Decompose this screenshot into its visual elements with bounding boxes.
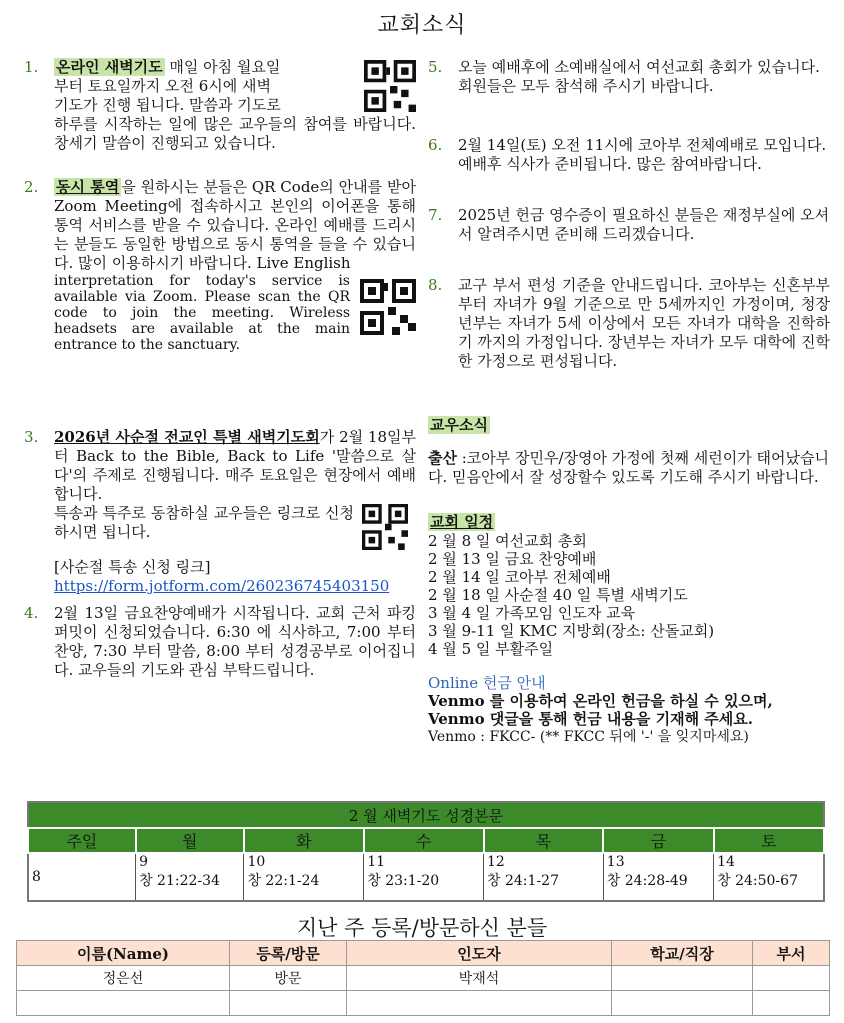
item-highlight: 동시 통역 — [56, 178, 120, 196]
item-bold-title: 2026년 사순절 전교인 특별 새벽기도회 — [54, 428, 320, 446]
schedule-item: 3 월 4 일 가족모임 인도자 교육 — [428, 604, 636, 622]
schedule-item: 2 월 13 일 금요 찬양예배 — [428, 550, 597, 568]
item-number: 1. — [24, 58, 39, 76]
column-header: 등록/방문 — [230, 941, 347, 966]
schedule-item: 2 월 18 일 사순절 40 일 특별 새벽기도 — [428, 586, 688, 604]
column-header: 인도자 — [347, 941, 612, 966]
news-item-2: 2. 동시 통역 을 원하시는 분들은 QR Code의 안내를 받아 Zoom Meeting에 접속하시고 본인의 이어폰을 통해 통역 서비스를 받을 수 있습니다. 온라인 예배를 드리시는 분들도 동일한 방법으로 동시 통역을 들을 수 있습니다. 많이 이용하시기 바랍니다. Live English interpretation for today's service is available via Zoom. Please scan the QR code to join the meeting. Wireless headsets are available at the main entrance to the sanctuary. — [24, 178, 416, 353]
news-item-6: 6. 2월 14일(토) 오전 11시에 코아부 전체예배로 모입니다. 예배후 식사가 준비됩니다. 많은 참여바랍니다. — [428, 136, 827, 173]
signup-link[interactable]: https://form.jotform.com/260236745403150 — [54, 577, 390, 595]
news-item-5: 5. 오늘 예배후에 소예배실에서 여선교회 총회가 있습니다. 회원들은 모두 참석해 주시기 바랍니다. — [428, 58, 820, 95]
day-header: 토 — [714, 828, 824, 853]
calendar-cell: 10 창 22:1-24 — [244, 853, 364, 901]
calendar-cell: 12 창 24:1-27 — [484, 853, 604, 901]
link-label: [사순절 특송 신청 링크] — [54, 558, 211, 576]
schedule-item: 2 월 8 일 여선교회 총회 — [428, 532, 587, 550]
right-column — [428, 58, 830, 746]
item-highlight: 온라인 새벽기도 — [56, 58, 163, 76]
news-item-8: 8. 교구 부서 편성 기준을 안내드립니다. 코아부는 신혼부부 부터 자녀가 9월 기준으로 만 5세까지인 가정이며, 청장년부는 자녀가 5세 이상에서 모든 자녀가 대학을 진학하기 까지의 가정입니다. 장년부는 자녀가 모두 대학에 진학한 가정으로 편성됩니다. — [428, 276, 830, 370]
registration-title: 지난 주 등록/방문하신 분들 — [296, 916, 548, 940]
column-header: 학교/직장 — [612, 941, 753, 966]
news-item-1: 1. 온라인 새벽기도 매일 아침 월요일 부터 토요일까지 오전 6시에 새벽 기도가 진행 됩니다. 말씀과 기도로 하루를 시작하는 일에 많은 교우들의 참여를 바랍니다. 창세기 말씀이 진행되고 있습니다. — [24, 58, 416, 152]
day-header: 목 — [484, 828, 604, 853]
prayer-calendar-table — [27, 801, 825, 902]
news-item-7: 7. 2025년 헌금 영수증이 필요하신 분들은 재정부실에 오셔서 알려주시면 준비해 드리겠습니다. — [428, 206, 830, 243]
section-heading: 교회 일정 — [430, 513, 494, 531]
page-title: 교회소식 — [377, 13, 467, 38]
calendar-title: 2 월 새벽기도 성경본문 — [28, 802, 824, 828]
online-offering: Online 헌금 안내 Venmo 를 이용하여 온라인 헌금을 하실 수 있으며, Venmo 댓글을 통해 헌금 내용을 기재해 주세요. Venmo : FKCC- (** FKCC 뒤에 '-' 을 잊지마세요) — [428, 674, 830, 746]
table-row: 정은선 방문 박재석 — [17, 966, 830, 991]
qr-code-icon[interactable] — [360, 279, 416, 353]
left-column — [24, 58, 416, 680]
schedule-item: 2 월 14 일 코아부 전체예배 — [428, 568, 611, 586]
registration-table — [16, 940, 830, 1016]
news-item-3: 3. 2026년 사순절 전교인 특별 새벽기도회가 2월 18일부터 Back to the Bible, Back to Life '말씀으로 살다'의 주제로 진행됩니다. 매주 토요일은 현장에서 예배합니다. 특송과 특주로 동참하실 교우들은 링크로 신청하시면 됩니다. [사순절 특송 신청 링크] https://form.jotform.com/260236745403150 — [24, 428, 416, 595]
calendar-cell: 11 창 23:1-20 — [364, 853, 484, 901]
calendar-cell: 8 — [28, 853, 136, 901]
section-heading: 교우소식 — [430, 416, 488, 434]
congregation-news: 교우소식 출산 :코아부 장민우/장영아 가정에 첫째 세런이가 태어났습니다. 믿음안에서 잘 성장할수 있도록 기도해 주시기 바랍니다. — [428, 416, 829, 486]
online-offering-title: Online 헌금 안내 — [428, 674, 546, 692]
calendar-cell: 14 창 24:50-67 — [714, 853, 824, 901]
column-header: 부서 — [753, 941, 830, 966]
calendar-cell: 9 창 21:22-34 — [136, 853, 244, 901]
church-schedule — [428, 513, 830, 658]
calendar-cell: 13 창 24:28-49 — [603, 853, 713, 901]
qr-code-icon[interactable] — [362, 504, 408, 550]
day-header: 주일 — [28, 828, 136, 853]
news-item-4: 4. 2월 13일 금요찬양예배가 시작됩니다. 교회 근처 파킹 퍼밋이 신청되었습니다. 6:30 에 식사하고, 7:00 부터 찬양, 7:30 부터 말씀, 8:00 부터 성경공부로 이어집니다. 교우들의 기도와 관심 부탁드립니다. — [24, 604, 416, 679]
schedule-item: 3 월 9-11 일 KMC 지방회(장소: 산돌교회) — [428, 622, 715, 640]
schedule-item: 4 월 5 일 부활주일 — [428, 640, 554, 658]
table-row — [17, 991, 830, 1016]
day-header: 수 — [364, 828, 484, 853]
column-header: 이름(Name) — [17, 941, 230, 966]
day-header: 금 — [603, 828, 713, 853]
qr-code-icon[interactable] — [364, 60, 416, 115]
day-header: 월 — [136, 828, 244, 853]
news-label: 출산 — [428, 449, 457, 467]
day-header: 화 — [244, 828, 364, 853]
